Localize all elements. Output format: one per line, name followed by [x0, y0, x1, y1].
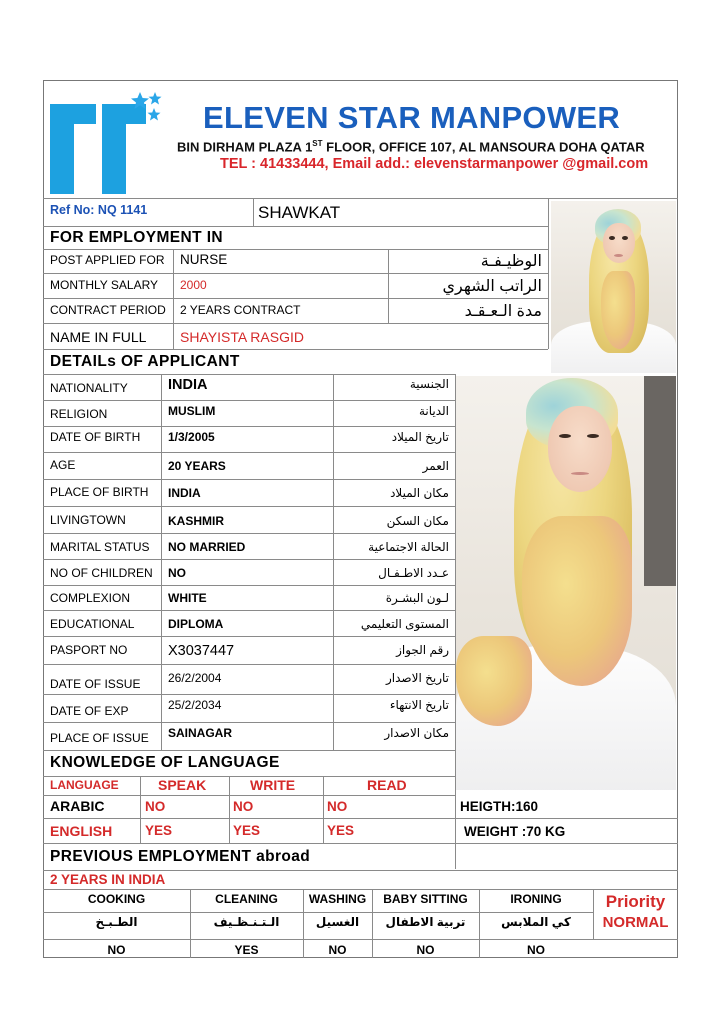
value-educational: DIPLOMA — [168, 617, 224, 631]
ref-number: Ref No: NQ 1141 — [50, 203, 148, 217]
eleven-star-logo — [50, 92, 168, 194]
section-title-previous: PREVIOUS EMPLOYMENT abroad — [50, 848, 311, 865]
arabic-place-of-birth: مكان الميلاد — [390, 486, 449, 500]
skill-value-ironing: NO — [527, 943, 545, 957]
divider — [43, 636, 455, 637]
value-date-of-birth: 1/3/2005 — [168, 430, 215, 444]
english-write: YES — [233, 823, 261, 838]
value-place-of-birth: INDIA — [168, 486, 201, 500]
label-contract-period: CONTRACT PERIOD — [50, 303, 166, 317]
arabic-children: عـدد الاطـفـال — [378, 566, 449, 580]
divider — [253, 198, 254, 226]
header-speak: SPEAK — [158, 777, 207, 793]
value-nationality: INDIA — [168, 377, 208, 393]
value-monthly-salary: 2000 — [180, 278, 207, 292]
divider — [43, 722, 455, 723]
arabic-read: NO — [327, 799, 348, 814]
arabic-marital-status: الحالة الاجتماعية — [368, 540, 449, 554]
arabic-monthly-salary: الراتب الشهري — [442, 278, 542, 295]
label-age: AGE — [50, 458, 76, 472]
skill-arabic-washing: الغسيل — [315, 915, 360, 929]
divider — [173, 249, 174, 349]
divider — [43, 400, 455, 401]
value-passport-no: X3037447 — [168, 643, 235, 659]
label-date-of-issue: DATE OF ISSUE — [50, 677, 141, 691]
header-read: READ — [367, 777, 407, 793]
arabic-living-town: مكان السكن — [386, 514, 449, 528]
divider — [43, 559, 455, 560]
value-place-of-issue: SAINAGAR — [168, 726, 233, 740]
label-full-name: NAME IN FULL — [50, 329, 147, 345]
skill-value-cleaning: YES — [234, 943, 259, 957]
divider — [43, 610, 455, 611]
value-date-of-exp: 25/2/2034 — [168, 698, 222, 712]
divider — [140, 776, 141, 843]
divider — [43, 374, 455, 375]
divider — [161, 374, 162, 750]
divider — [43, 479, 455, 480]
divider — [43, 870, 678, 871]
arabic-passport-no: رقم الجواز — [396, 643, 449, 657]
label-religion: RELIGION — [50, 407, 108, 421]
value-post-applied: NURSE — [180, 252, 228, 267]
divider — [43, 452, 455, 453]
arabic-write: NO — [233, 799, 254, 814]
label-marital-status: MARITAL STATUS — [50, 540, 150, 554]
divider — [43, 818, 678, 819]
company-name: ELEVEN STAR MANPOWER — [203, 100, 621, 135]
arabic-speak: NO — [145, 799, 166, 814]
height-value: HEIGTH:160 — [460, 799, 539, 814]
arabic-contract-period: مدة الـعـقـد — [464, 303, 542, 320]
value-date-of-issue: 26/2/2004 — [168, 671, 222, 685]
divider — [43, 843, 678, 844]
label-living-town: LIVINGTOWN — [50, 513, 126, 527]
skill-value-baby-sitting: NO — [416, 943, 435, 957]
section-title-language: KNOWLEDGE OF LANGUAGE — [50, 754, 280, 771]
label-children: NO OF CHILDREN — [50, 566, 153, 580]
skill-arabic-cleaning: الـتـنـظـيف — [213, 915, 280, 929]
skill-arabic-cooking: الطـبـخ — [95, 915, 138, 929]
priority-label: Priority — [605, 892, 666, 911]
divider — [333, 374, 334, 750]
divider — [229, 776, 230, 843]
label-educational: EDUCATIONAL — [50, 617, 135, 631]
skill-arabic-baby-sitting: تربية الاطفال — [385, 915, 466, 929]
star-icon — [149, 92, 162, 105]
divider — [43, 939, 678, 940]
divider — [43, 426, 455, 427]
divider — [43, 298, 548, 299]
arabic-date-of-issue: تاريخ الاصدار — [385, 671, 449, 685]
divider — [323, 776, 324, 843]
divider — [548, 198, 549, 349]
divider — [43, 889, 678, 890]
skill-header-baby-sitting: BABY SITTING — [383, 892, 468, 906]
label-date-of-birth: DATE OF BIRTH — [50, 430, 141, 444]
skill-arabic-ironing: كي الملابس — [501, 915, 571, 929]
label-place-of-issue: PLACE OF ISSUE — [50, 731, 149, 745]
label-complexion: COMPLEXION — [50, 591, 131, 605]
divider — [43, 506, 455, 507]
english-read: YES — [327, 823, 355, 838]
language-arabic: ARABIC — [50, 798, 105, 814]
value-full-name: SHAYISTA RASGID — [180, 329, 304, 345]
divider — [43, 533, 455, 534]
language-english: ENGLISH — [50, 823, 113, 839]
divider — [43, 226, 548, 227]
divider — [43, 198, 678, 199]
header-write: WRITE — [250, 777, 296, 793]
divider — [388, 249, 389, 323]
divider — [43, 323, 548, 324]
arabic-educational: المستوى التعليمي — [360, 617, 449, 631]
arabic-age: العمر — [422, 459, 449, 473]
arabic-post-applied: الوظيـفـة — [480, 253, 542, 270]
value-complexion: WHITE — [168, 591, 207, 605]
value-children: NO — [168, 566, 186, 580]
section-title-employment: FOR EMPLOYMENT IN — [50, 229, 223, 246]
label-date-of-exp: DATE OF EXP — [50, 704, 129, 718]
company-address: BIN DIRHAM PLAZA 1ST FLOOR, OFFICE 107, AL MANSOURA DOHA QATAR — [177, 139, 645, 155]
applicant-photo-large — [456, 376, 676, 790]
divider — [43, 349, 548, 350]
value-age: 20 YEARS — [168, 459, 226, 473]
applicant-photo-small — [551, 201, 676, 373]
previous-experience: 2 YEARS IN INDIA — [50, 872, 166, 887]
value-religion: MUSLIM — [168, 404, 216, 418]
arabic-complexion: لـون البشـرة — [385, 591, 449, 605]
divider — [43, 585, 455, 586]
arabic-place-of-issue: مكان الاصدار — [384, 726, 449, 740]
value-contract-period: 2 YEARS CONTRACT — [180, 303, 301, 317]
divider — [43, 912, 593, 913]
applicant-code-name: SHAWKAT — [258, 203, 341, 222]
label-nationality: NATIONALITY — [50, 381, 128, 395]
arabic-nationality: الجنسية — [409, 377, 449, 391]
divider — [43, 795, 455, 796]
divider — [43, 694, 455, 695]
company-contact: TEL : 41433444, Email add.: elevenstarmanpower @gmail.com — [220, 156, 649, 172]
divider — [43, 750, 455, 751]
arabic-religion: الديانة — [418, 404, 449, 418]
english-speak: YES — [145, 823, 173, 838]
label-place-of-birth: PLACE OF BIRTH — [50, 485, 149, 499]
weight-value: WEIGHT :70 KG — [464, 824, 566, 839]
value-living-town: KASHMIR — [168, 514, 224, 528]
divider — [43, 664, 455, 665]
arabic-date-of-birth: تاريخ الميلاد — [391, 430, 449, 444]
skill-header-cleaning: CLEANING — [215, 892, 278, 906]
arabic-date-of-exp: تاريخ الانتهاء — [389, 698, 449, 712]
divider — [43, 273, 548, 274]
label-monthly-salary: MONTHLY SALARY — [50, 278, 159, 292]
priority-value: NORMAL — [602, 914, 669, 931]
skill-value-washing: NO — [328, 943, 347, 957]
header-language: LANGUAGE — [50, 778, 119, 792]
skill-header-cooking: COOKING — [87, 892, 146, 906]
section-title-applicant: DETAILs OF APPLICANT — [50, 353, 240, 370]
star-icon — [148, 108, 161, 121]
skill-header-ironing: IRONING — [510, 892, 562, 906]
value-marital-status: NO MARRIED — [168, 540, 246, 554]
divider — [43, 249, 548, 250]
skill-header-washing: WASHING — [308, 892, 367, 906]
label-post-applied: POST APPLIED FOR — [50, 253, 165, 267]
label-passport-no: PASPORT NO — [50, 643, 128, 657]
skill-value-cooking: NO — [107, 943, 126, 957]
